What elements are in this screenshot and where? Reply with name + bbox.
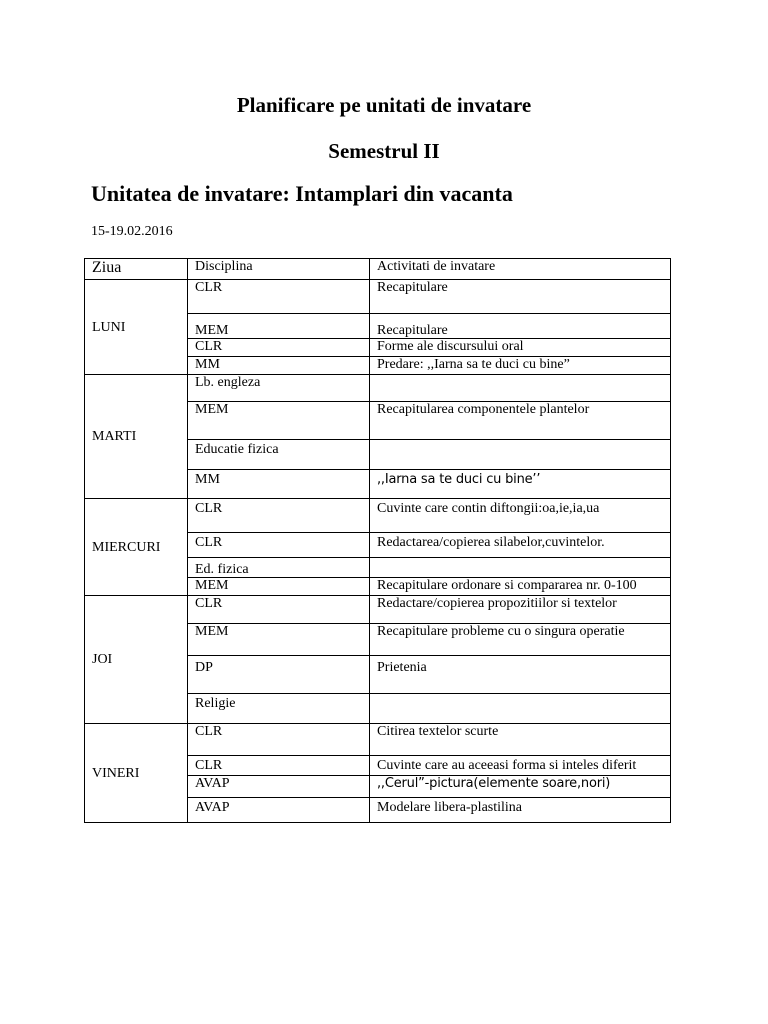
unit-heading: Unitatea de invatare: Intamplari din vacanta	[91, 181, 513, 206]
activity-cell: ,,Cerul”-pictura(elemente soare,nori)	[370, 776, 671, 798]
activity-cell: Recapitulare	[370, 314, 671, 339]
activity-cell	[370, 694, 671, 724]
discipline-cell: CLR	[188, 339, 370, 357]
day-cell-miercuri: MIERCURI	[85, 499, 188, 596]
discipline-cell: CLR	[188, 596, 370, 624]
day-cell-marti: MARTI	[85, 375, 188, 499]
discipline-cell: MEM	[188, 578, 370, 596]
discipline-cell: AVAP	[188, 798, 370, 823]
activity-cell	[370, 440, 671, 470]
document-title: Planificare pe unitati de invatare	[236, 93, 532, 117]
activity-cell: Recapitularea componentele plantelor	[370, 402, 671, 440]
activity-cell	[370, 375, 671, 402]
discipline-cell: Lb. engleza	[188, 375, 370, 402]
table-row	[85, 280, 671, 314]
table-row	[85, 375, 671, 402]
date-range: 15-19.02.2016	[91, 224, 173, 239]
discipline-cell: CLR	[188, 533, 370, 558]
discipline-cell: MEM	[188, 314, 370, 339]
discipline-cell: DP	[188, 656, 370, 694]
discipline-cell: MEM	[188, 624, 370, 656]
header-activitati: Activitati de invatare	[370, 259, 671, 280]
discipline-cell: MM	[188, 357, 370, 375]
day-cell-luni: LUNI	[85, 280, 188, 375]
discipline-cell: MEM	[188, 402, 370, 440]
header-disciplina: Disciplina	[188, 259, 370, 280]
table-row	[85, 724, 671, 756]
header-ziua: Ziua	[85, 259, 188, 280]
activity-cell: Modelare libera-plastilina	[370, 798, 671, 823]
discipline-cell: CLR	[188, 499, 370, 533]
activity-cell: Recapitulare probleme cu o singura operatie	[370, 624, 671, 656]
discipline-cell: CLR	[188, 280, 370, 314]
activity-cell: Cuvinte care au aceeasi forma si inteles diferit	[370, 756, 671, 776]
activity-cell: Redactare/copierea propozitiilor si textelor	[370, 596, 671, 624]
discipline-cell: Ed. fizica	[188, 558, 370, 578]
activity-cell	[370, 558, 671, 578]
day-cell-vineri: VINERI	[85, 724, 188, 823]
discipline-cell: MM	[188, 470, 370, 499]
activity-cell: Predare: ,,Iarna sa te duci cu bine”	[370, 357, 671, 375]
discipline-cell: CLR	[188, 756, 370, 776]
activity-cell: Recapitulare	[370, 280, 671, 314]
discipline-cell: AVAP	[188, 776, 370, 798]
table-row	[85, 499, 671, 533]
activity-cell: Citirea textelor scurte	[370, 724, 671, 756]
schedule-table	[84, 258, 671, 823]
discipline-cell: Religie	[188, 694, 370, 724]
semester-heading: Semestrul II	[328, 139, 440, 163]
table-row	[85, 596, 671, 624]
activity-cell: Redactarea/copierea silabelor,cuvintelor.	[370, 533, 671, 558]
activity-cell: Cuvinte care contin diftongii:oa,ie,ia,ua	[370, 499, 671, 533]
discipline-cell: Educatie fizica	[188, 440, 370, 470]
day-cell-joi: JOI	[85, 596, 188, 724]
activity-cell: Prietenia	[370, 656, 671, 694]
activity-cell: Forme ale discursului oral	[370, 339, 671, 357]
activity-cell: ,,Iarna sa te duci cu bine’’	[370, 470, 671, 499]
activity-cell: Recapitulare ordonare si compararea nr. 0-100	[370, 578, 671, 596]
discipline-cell: CLR	[188, 724, 370, 756]
table-header-row	[85, 259, 671, 280]
